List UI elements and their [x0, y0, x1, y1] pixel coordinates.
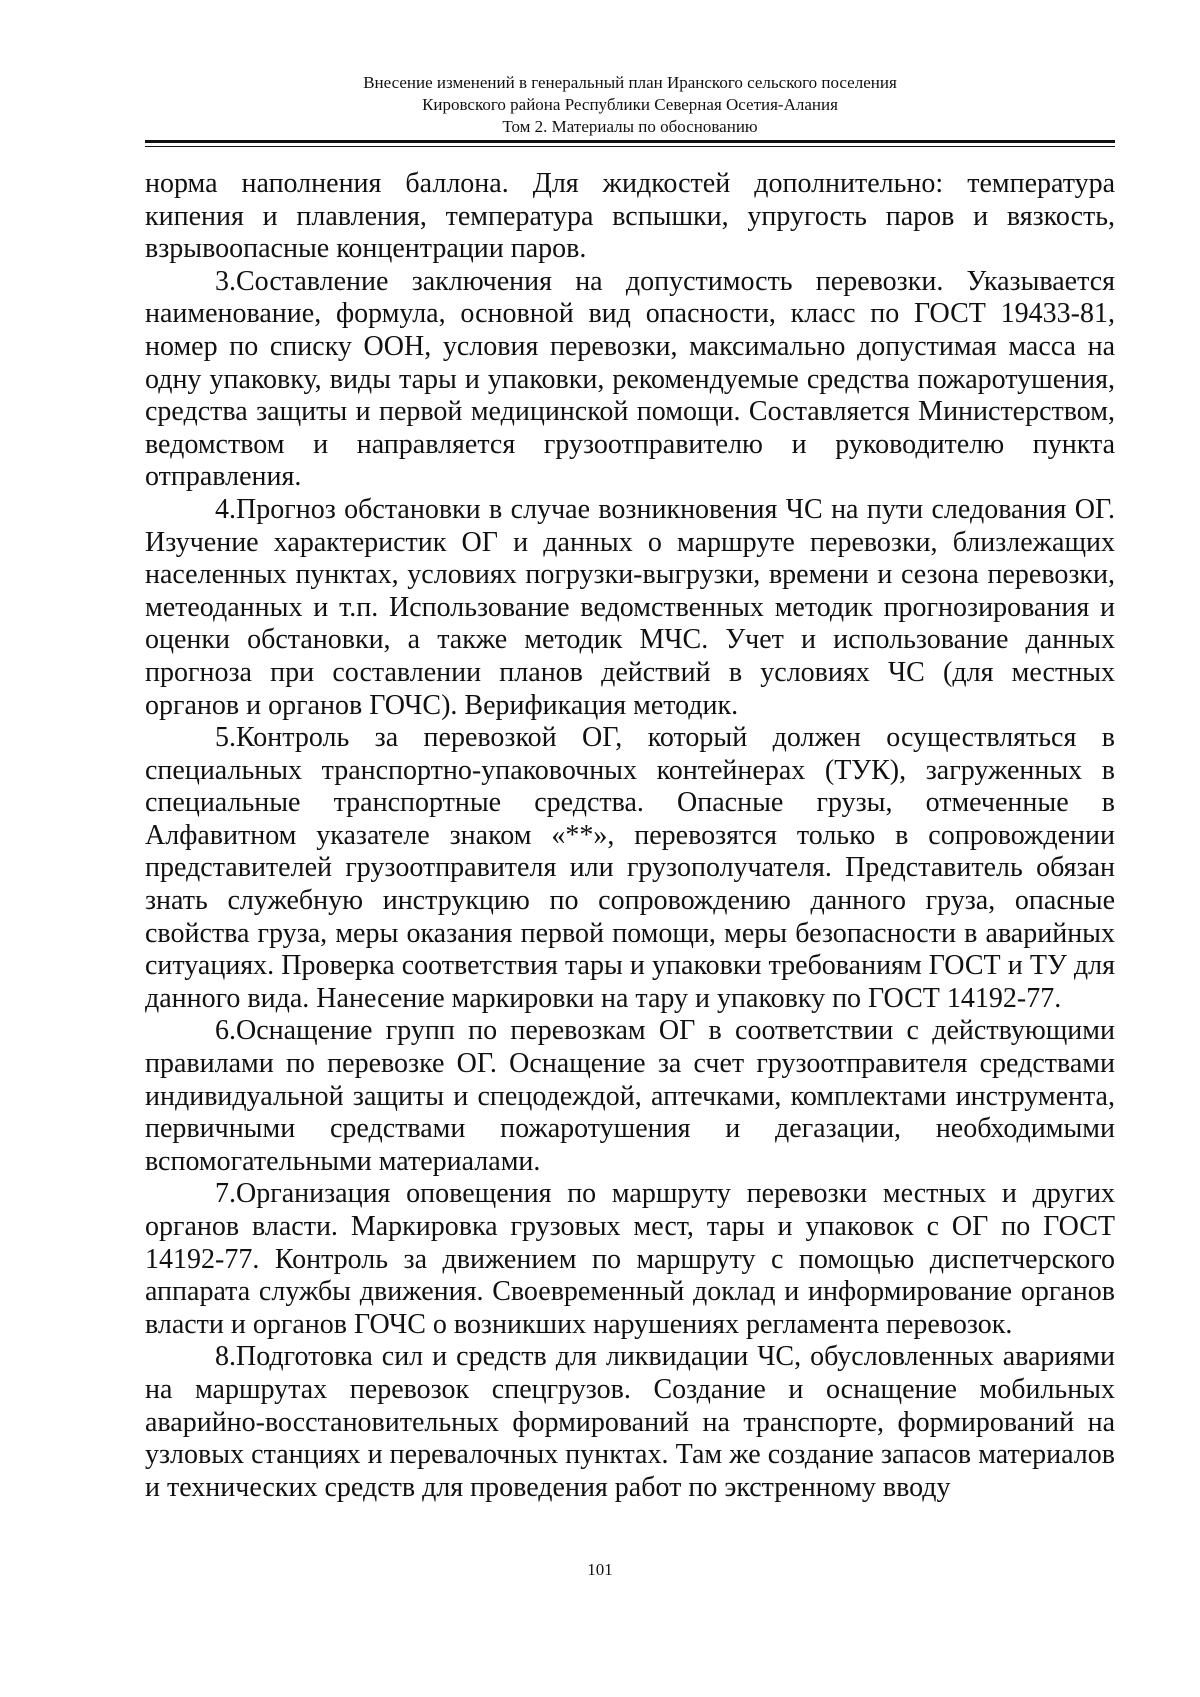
header-title-line2: Кировского района Республики Северная Осетия-Алания: [422, 95, 838, 114]
page-number: 101: [587, 1560, 613, 1579]
paragraph-item-5: 5.Контроль за перевозкой ОГ, который должен осуществляться в специальных транспортно-упаковочных контейнерах (ТУК), загруженных в специальные транспортные средства. Опасные грузы, отмеченные в Алфавитном указателе знаком «**», перевозятся только в сопровождении представителей грузоотправителя или грузополучателя. Представитель обязан знать служебную инструкцию по сопровождению данного груза, опасные свойства груза, меры оказания первой помощи, меры безопасности в аварийных ситуациях. Проверка соответствия тары и упаковки требованиям ГОСТ и ТУ для данного вида. Нанесение маркировки на тару и упаковку по ГОСТ 14192-77.: [145, 722, 1115, 1014]
header-divider-thick: [145, 140, 1115, 143]
paragraph-item-3: 3.Составление заключения на допустимость перевозки. Указывается наименование, формула, основной вид опасности, класс по ГОСТ 19433-81, номер по списку ООН, условия перевозки, максимально допустимая масса на одну упаковку, виды тары и упаковки, рекомендуемые средства пожаротушения, средства защиты и первой медицинской помощи. Составляется Министерством, ведомством и направляется грузоотправителю и руководителю пункта отправления.: [145, 265, 1115, 493]
paragraph-item-8: 8.Подготовка сил и средств для ликвидации ЧС, обусловленных авариями на маршрутах перевозок спецгрузов. Создание и оснащение мобильных аварийно-восстановительных формирований на транспорте, формирований на узловых станциях и перевалочных пунктах. Там же создание запасов материалов и технических средств для проведения работ по экстренному вводу: [145, 1341, 1115, 1503]
header-title-line1: Внесение изменений в генеральный план Иранского сельского поселения: [363, 73, 897, 92]
running-header: [145, 72, 1115, 138]
header-divider-thin: [145, 146, 1115, 147]
main-text: [145, 168, 1115, 1504]
paragraph-item-6: 6.Оснащение групп по перевозкам ОГ в соответствии с действующими правилами по перевозке ОГ. Оснащение за счет грузоотправителя средствами индивидуальной защиты и спецодеждой, аптечками, комплектами инструмента, первичными средствами пожаротушения и дегазации, необходимыми вспомогательными материалами.: [145, 1015, 1115, 1177]
header-volume-line: Том 2. Материалы по обоснованию: [502, 117, 758, 136]
paragraph-continuation: норма наполнения баллона. Для жидкостей дополнительно: температура кипения и плавления, температура вспышки, упругость паров и вязкость, взрывоопасные концентрации паров.: [145, 168, 1115, 265]
paragraph-item-7: 7.Организация оповещения по маршруту перевозки местных и других органов власти. Маркировка грузовых мест, тары и упаковок с ОГ по ГОСТ 14192-77. Контроль за движением по маршруту с помощью диспетчерского аппарата службы движения. Своевременный доклад и информирование органов власти и органов ГОЧС о возникших нарушениях регламента перевозок.: [145, 1178, 1115, 1340]
paragraph-item-4: 4.Прогноз обстановки в случае возникновения ЧС на пути следования ОГ. Изучение характеристик ОГ и данных о маршруте перевозки, близлежащих населенных пунктах, условиях погрузки-выгрузки, времени и сезона перевозки, метеоданных и т.п. Использование ведомственных методик прогнозирования и оценки обстановки, а также методик МЧС. Учет и использование данных прогноза при составлении планов действий в условиях ЧС (для местных органов и органов ГОЧС). Верификация методик.: [145, 493, 1115, 721]
